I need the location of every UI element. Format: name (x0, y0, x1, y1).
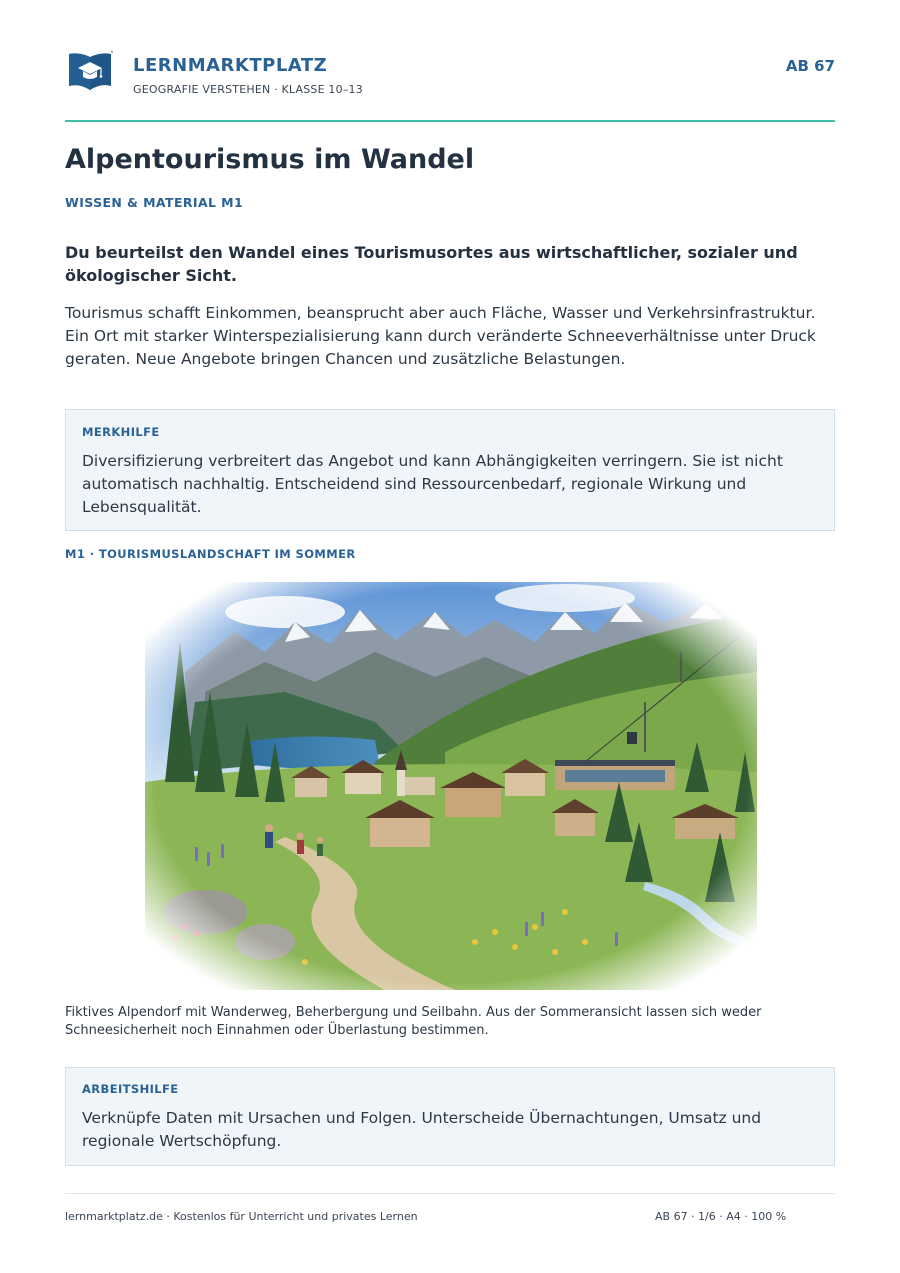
arbeitshilfe-box (65, 1067, 835, 1166)
arbeitshilfe-label: ARBEITSHILFE (82, 1082, 179, 1096)
merkhilfe-label: MERKHILFE (82, 425, 160, 439)
footer-source: lernmarktplatz.de · Kostenlos für Unterricht und privates Lernen (65, 1210, 418, 1223)
figure-label: M1 · TOURISMUSLANDSCHAFT IM SOMMER (65, 547, 356, 561)
learning-goal: Du beurteilst den Wandel eines Tourismusortes aus wirtschaftlicher, sozialer und ökologischer Sicht. (65, 243, 798, 285)
merkhilfe-box (65, 409, 835, 531)
brand-name: LERNMARKTPLATZ (133, 55, 328, 76)
footer-page-info: AB 67 · 1/6 · A4 · 100 % (655, 1210, 787, 1223)
footer-divider (65, 1193, 835, 1194)
page-title: Alpentourismus im Wandel (65, 144, 475, 175)
page-header (65, 48, 835, 104)
arbeitshilfe-text: Verknüpfe Daten mit Ursachen und Folgen. Unterscheide Übernachtungen, Umsatz und regionale Wertschöpfung. (82, 1109, 762, 1150)
merkhilfe-text: Diversifizierung verbreitert das Angebot und kann Abhängigkeiten verringern. Sie ist nicht automatisch nachhaltig. Entscheidend sind Ressourcenbedarf, regionale Wirkung und Lebensqualität. (82, 452, 783, 516)
sheet-id: AB 67 (785, 57, 835, 75)
figure-caption: Fiktives Alpendorf mit Wanderweg, Beherbergung und Seilbahn. Aus der Sommeransicht lassen sich weder Schneesicherheit noch Einnahmen oder Überlastung bestimmen. (65, 1005, 762, 1038)
intro-paragraph: Tourismus schafft Einkommen, beansprucht aber auch Fläche, Wasser und Verkehrsinfrastruktur. Ein Ort mit starker Winterspezialisierung kann durch veränderte Schneeverhältnisse unter Druck geraten. Neue Angebote bringen Chancen und zusätzliche Belastungen. (65, 304, 816, 368)
alpine-village-illustration (145, 582, 757, 990)
graduation-cap-icon (67, 50, 113, 92)
header-divider (65, 120, 835, 122)
worksheet-page (65, 0, 835, 1273)
section-kicker: WISSEN & MATERIAL M1 (65, 195, 244, 210)
brand-subtitle: GEOGRAFIE VERSTEHEN · KLASSE 10–13 (133, 83, 363, 96)
